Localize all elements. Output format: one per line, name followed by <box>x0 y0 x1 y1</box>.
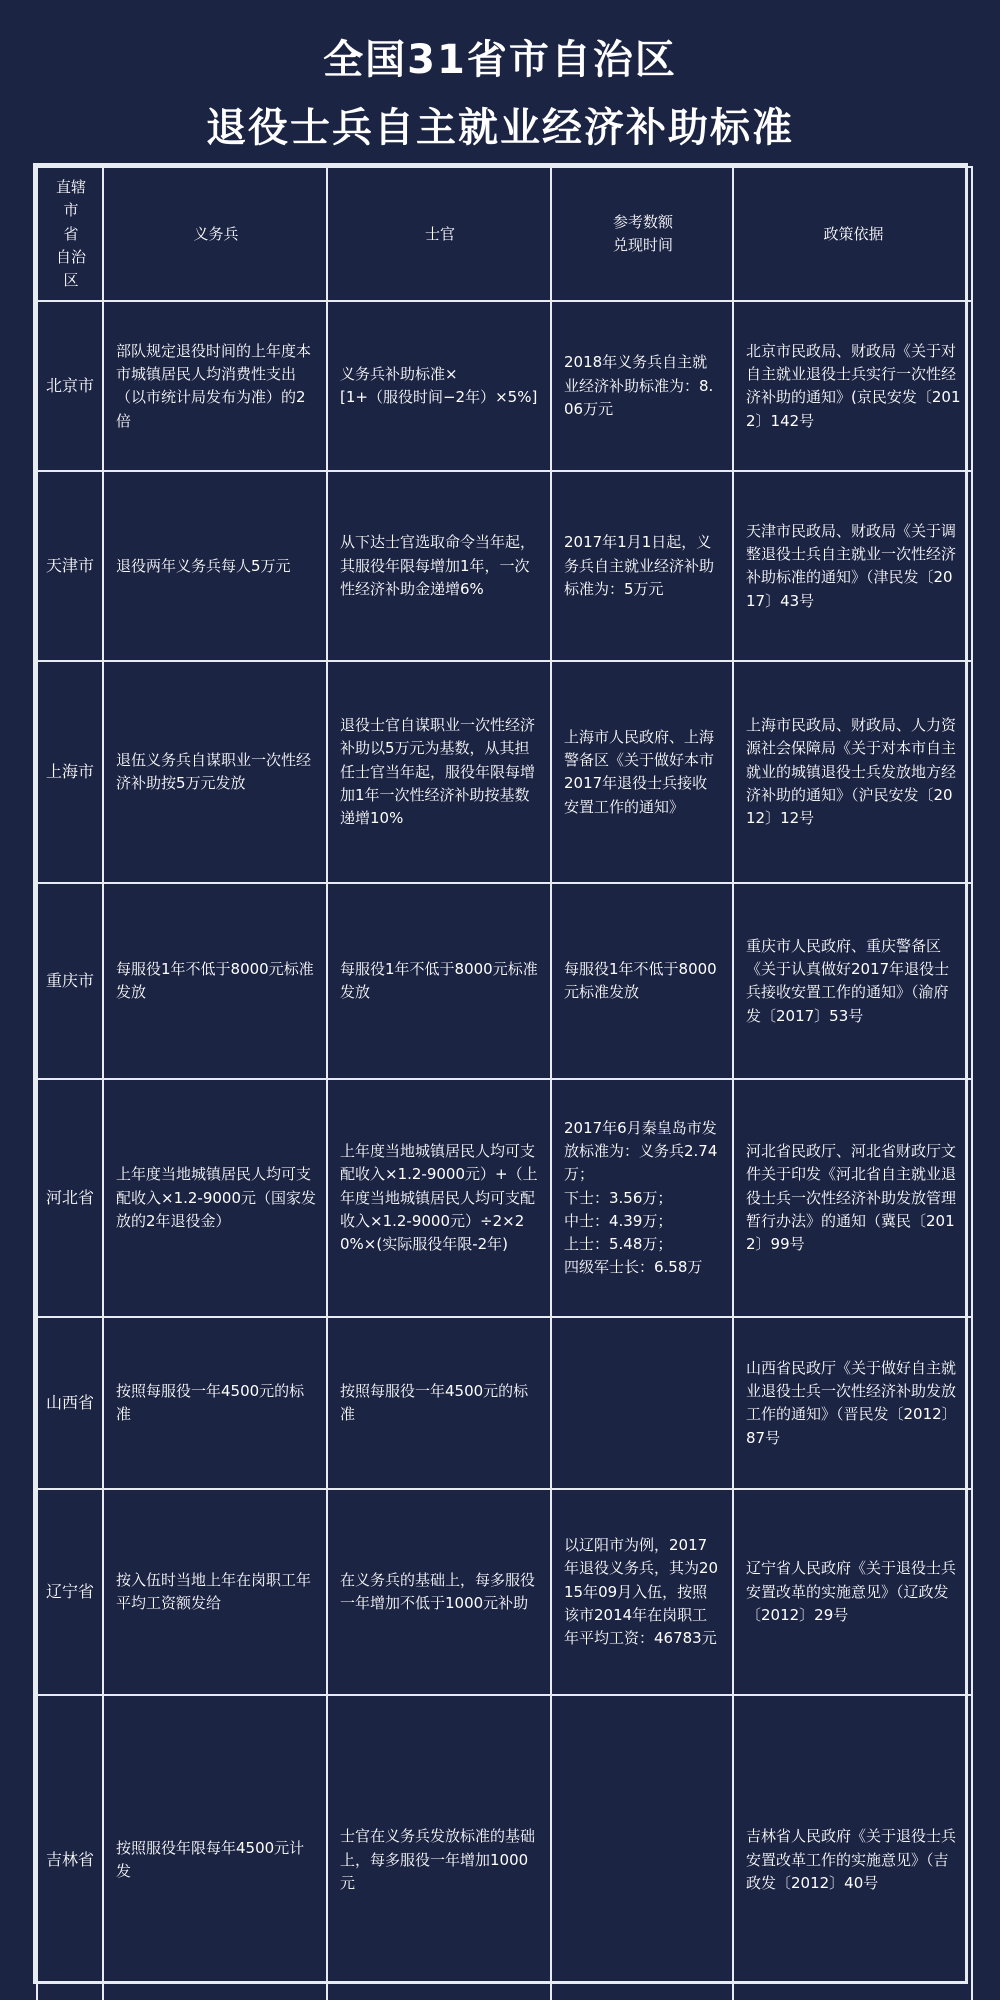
conscript-cell: 每服役1年不低于8000元标准发放 <box>103 883 327 1079</box>
nco-cell: 上年度当地城镇居民人均可支配收入×1.2-9000元）+（上年度当地城镇居民人均可支配收入×1.2-9000元）÷2×20%×(实际服役年限-2年) <box>327 1079 551 1317</box>
conscript-cell: 上年度当地城镇居民人均可支配收入×1.2-9000元（国家发放的2年退役金） <box>103 1079 327 1317</box>
policy-cell: 辽宁省人民政府《关于退役士兵安置改革的实施意见》（辽政发〔2012〕29号 <box>733 1489 972 1695</box>
header-policy: 政策依据 <box>733 167 972 301</box>
nco-cell: 每服役1年不低于8000元标准发放 <box>327 883 551 1079</box>
page-subtitle: 退役士兵自主就业经济补助标准 <box>206 105 794 151</box>
policy-cell: 上海市民政局、财政局、人力资源社会保障局《关于对本市自主就业的城镇退役士兵发放地方经济补助的通知》（沪民安发〔2012〕12号 <box>733 661 972 883</box>
table-row <box>37 883 972 1079</box>
header-nco: 士官 <box>327 167 551 301</box>
conscript-cell: 退役两年义务兵每人5万元 <box>103 471 327 661</box>
nco-cell: 士官在义务兵发放标准的基础上，每多服役一年增加1000元 <box>327 1695 551 2000</box>
reference-cell: 2017年1月1日起，义务兵自主就业经济补助标准为：5万元 <box>551 471 733 661</box>
standards-table <box>36 166 973 2000</box>
region-cell: 辽宁省 <box>37 1489 103 1695</box>
region-cell: 上海市 <box>37 661 103 883</box>
nco-cell: 从下达士官选取命令当年起，其服役年限每增加1年，一次性经济补助金递增6% <box>327 471 551 661</box>
table-row <box>37 1317 972 1489</box>
reference-cell: 每服役1年不低于8000元标准发放 <box>551 883 733 1079</box>
region-cell: 重庆市 <box>37 883 103 1079</box>
conscript-cell: 按照服役年限每年4500元计发 <box>103 1695 327 2000</box>
region-cell: 河北省 <box>37 1079 103 1317</box>
header-conscript: 义务兵 <box>103 167 327 301</box>
header-region: 直辖市 省 自治区 <box>37 167 103 301</box>
reference-cell <box>551 1317 733 1489</box>
table-row <box>37 661 972 883</box>
reference-cell: 2017年6月秦皇岛市发放标准为：义务兵2.74万； 下士：3.56万； 中士：4.39万； 上士：5.48万； 四级军士长：6.58万 <box>551 1079 733 1317</box>
table-row <box>37 1695 972 2000</box>
policy-cell: 山西省民政厅《关于做好自主就业退役士兵一次性经济补助发放工作的通知》（晋民发〔2012〕87号 <box>733 1317 972 1489</box>
page-title: 全国31省市自治区 <box>323 37 677 83</box>
nco-cell: 退役士官自谋职业一次性经济补助以5万元为基数，从其担任士官当年起，服役年限每增加1年一次性经济补助按基数递增10% <box>327 661 551 883</box>
nco-cell: 义务兵补助标准× [1+（服役时间−2年）×5%] <box>327 301 551 471</box>
table-header-row <box>37 167 972 301</box>
table-row <box>37 1489 972 1695</box>
region-cell: 山西省 <box>37 1317 103 1489</box>
table-row <box>37 471 972 661</box>
policy-cell: 北京市民政局、财政局《关于对自主就业退役士兵实行一次性经济补助的通知》(京民安发〔2012〕142号 <box>733 301 972 471</box>
region-cell: 吉林省 <box>37 1695 103 2000</box>
reference-cell: 上海市人民政府、上海警备区《关于做好本市2017年退役士兵接收安置工作的通知》 <box>551 661 733 883</box>
nco-cell: 在义务兵的基础上，每多服役一年增加不低于1000元补助 <box>327 1489 551 1695</box>
table-row <box>37 301 972 471</box>
policy-cell: 天津市民政局、财政局《关于调整退役士兵自主就业一次性经济补助标准的通知》（津民发〔2017〕43号 <box>733 471 972 661</box>
reference-cell <box>551 1695 733 2000</box>
conscript-cell: 退伍义务兵自谋职业一次性经济补助按5万元发放 <box>103 661 327 883</box>
conscript-cell: 部队规定退役时间的上年度本市城镇居民人均消费性支出（以市统计局发布为准）的2倍 <box>103 301 327 471</box>
policy-cell: 吉林省人民政府《关于退役士兵安置改革工作的实施意见》（吉政发〔2012〕40号 <box>733 1695 972 2000</box>
policy-cell: 河北省民政厅、河北省财政厅文件关于印发《河北省自主就业退役士兵一次性经济补助发放管理暂行办法》的通知（冀民〔2012〕99号 <box>733 1079 972 1317</box>
region-cell: 天津市 <box>37 471 103 661</box>
reference-cell: 2018年义务兵自主就业经济补助标准为：8.06万元 <box>551 301 733 471</box>
header-reference: 参考数额 兑现时间 <box>551 167 733 301</box>
region-cell: 北京市 <box>37 301 103 471</box>
conscript-cell: 按入伍时当地上年在岗职工年平均工资额发给 <box>103 1489 327 1695</box>
conscript-cell: 按照每服役一年4500元的标准 <box>103 1317 327 1489</box>
reference-cell: 以辽阳市为例，2017年退役义务兵，其为2015年09月入伍，按照该市2014年在岗职工年平均工资：46783元 <box>551 1489 733 1695</box>
nco-cell: 按照每服役一年4500元的标准 <box>327 1317 551 1489</box>
table-row <box>37 1079 972 1317</box>
standards-table-frame <box>33 163 968 1984</box>
policy-cell: 重庆市人民政府、重庆警备区《关于认真做好2017年退役士兵接收安置工作的通知》（渝府发〔2017〕53号 <box>733 883 972 1079</box>
